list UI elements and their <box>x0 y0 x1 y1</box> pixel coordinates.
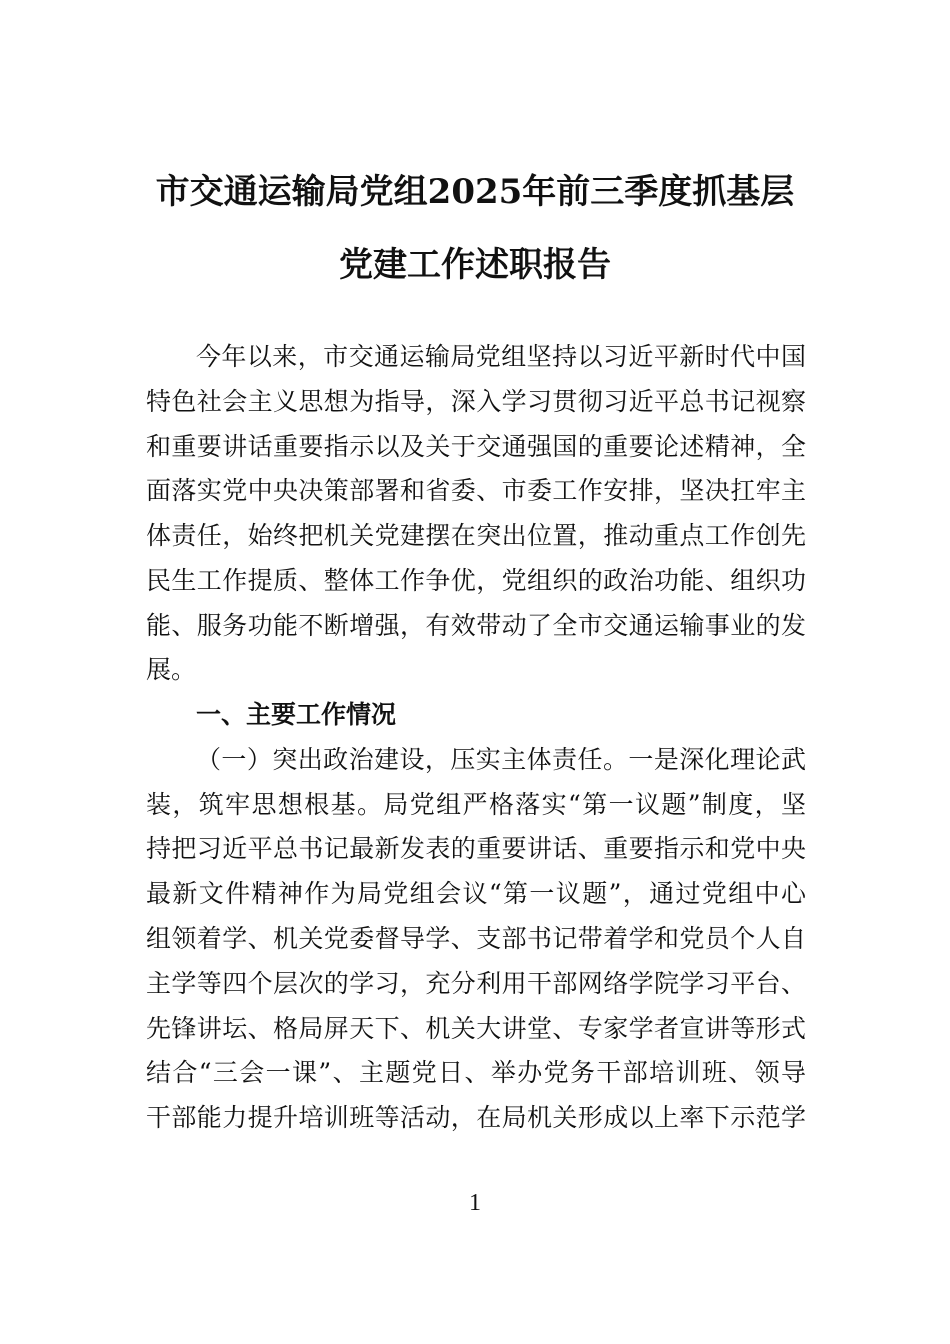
paragraph-line: （一）突出政治建设，压实主体责任。一是深化理论武 <box>196 745 806 774</box>
paragraph-line: 民生工作提质、整体工作争优，党组织的政治功能、组织功 <box>146 566 806 595</box>
paragraph-line: 干部能力提升培训班等活动，在局机关形成以上率下示范学 <box>146 1103 806 1132</box>
paragraph-line: 特色社会主义思想为指导，深入学习贯彻习近平总书记视察 <box>146 387 806 416</box>
document-title-line-1: 市交通运输局党组2025年前三季度抓基层 <box>155 172 795 212</box>
paragraph-line: 和重要讲话重要指示以及关于交通强国的重要论述精神，全 <box>146 432 806 461</box>
paragraph-line: 装，筑牢思想根基。局党组严格落实“第一议题”制度，坚 <box>146 790 806 819</box>
paragraph-line: 主学等四个层次的学习，充分利用干部网络学院学习平台、 <box>146 969 806 998</box>
paragraph-line: 组领着学、机关党委督导学、支部书记带着学和党员个人自 <box>146 924 806 953</box>
paragraph-line: 面落实党中央决策部署和省委、市委工作安排，坚决扛牢主 <box>146 476 806 505</box>
paragraph-line: 体责任，始终把机关党建摆在突出位置，推动重点工作创先 <box>146 521 806 550</box>
paragraph-line: 今年以来，市交通运输局党组坚持以习近平新时代中国 <box>196 342 806 371</box>
paragraph-line: 展。 <box>146 655 197 684</box>
paragraph-line: 结合“三会一课”、主题党日、举办党务干部培训班、领导 <box>146 1058 806 1087</box>
document-title-line-2: 党建工作述职报告 <box>339 245 611 285</box>
paragraph-line: 先锋讲坛、格局屏天下、机关大讲堂、专家学者宣讲等形式 <box>146 1014 806 1043</box>
paragraph-line: 持把习近平总书记最新发表的重要讲话、重要指示和党中央 <box>146 834 806 863</box>
page-number: 1 <box>469 1190 481 1216</box>
paragraph-line: 最新文件精神作为局党组会议“第一议题”，通过党组中心 <box>146 879 806 908</box>
paragraph-line: 能、服务功能不断增强，有效带动了全市交通运输事业的发 <box>146 611 806 640</box>
section-heading: 一、主要工作情况 <box>196 700 397 729</box>
